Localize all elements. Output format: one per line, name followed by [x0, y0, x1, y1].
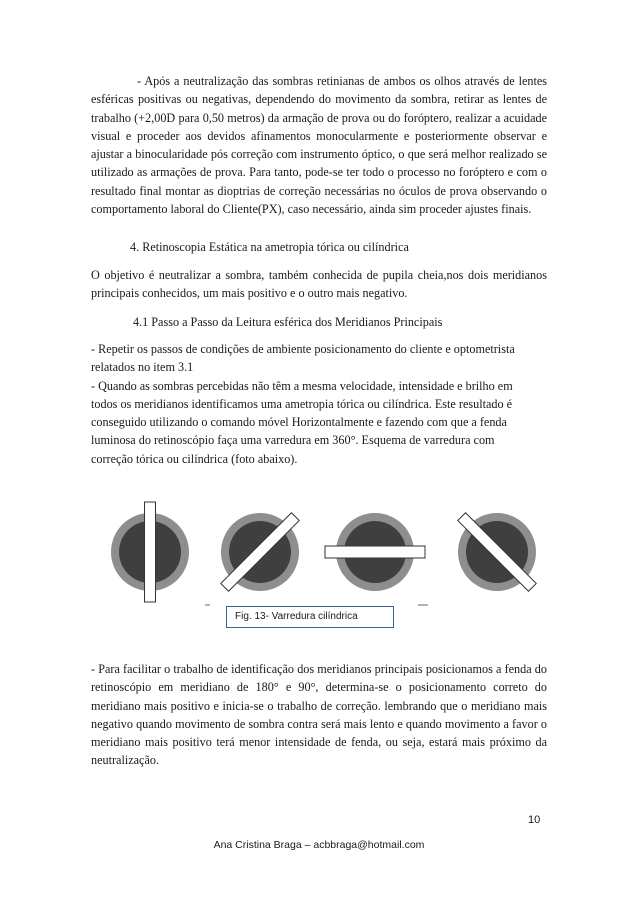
steps-line: luminosa do retinoscópio faça uma varredura em 360°. Esquema de varredura com — [91, 433, 495, 448]
retinoscopy-reflex-4 — [458, 513, 536, 591]
paragraph-meridians: - Para facilitar o trabalho de identificação dos meridianos principais posicionamos a fenda do retinoscópio em meridiano de 180° e 90°, determina-se o posicionamento correto do meridiano mais positivo e inicia-se o trabalho de correção. lembrando que o meridiano mais negativo quando movimento de sombra contra será mais lento e quando movimento a favor o meridiano mais positivo terá menor intensidade de fenda, ou seja, estará mais próximo da neutralização. — [91, 662, 547, 768]
steps-line: todos os meridianos identificamos uma ametropia tórica ou cilíndrica. Este resultado é — [91, 396, 513, 411]
figure-caption: Fig. 13- Varredura cilíndrica — [226, 606, 394, 628]
steps-line: correção tórica ou cilíndrica (foto abaixo). — [91, 451, 298, 466]
steps-line: relatados no item 3.1 — [91, 360, 194, 375]
slit — [145, 502, 156, 602]
section-heading-4: 4. Retinoscopia Estática na ametropia tórica ou cilíndrica — [130, 240, 409, 254]
steps-line: - Repetir os passos de condições de ambiente posicionamento do cliente e optometrista — [91, 342, 515, 356]
page-number: 10 — [528, 814, 541, 826]
slit — [325, 546, 425, 558]
steps-line: conseguido utilizando o comando móvel Horizontalmente e fazendo com que a fenda — [91, 415, 507, 430]
paragraph-neutralization: - Após a neutralização das sombras retinianas de ambos os olhos através de lentes esféricas positivas ou negativas, dependendo do movimento da sombra, retirar as lentes de trabalho (+2,00D para 0,50 metros) da armação de prova ou do foróptero, realizar a acuidade visual e proceder aos devidos afinamentos monocularmente e posteriormente observar e ajustar a binocularidade pós correção com instrumento óptico, o que será melhor realizado se utilizado as armações de prova. Para tanto, pode-se ter todo o processo no foróptero e com o resultado final montar as dioptrias de correção necessárias no óculos de prova observando o comportamento laboral do Cliente(PX), caso necessário, ainda sim proceder ajustes finais. — [91, 74, 547, 217]
retinoscopy-reflex-1 — [111, 502, 189, 602]
paragraph-objective: O objetivo é neutralizar a sombra, também conhecida de pupila cheia,nos dois meridianos principais conhecidos, um mais positivo e o outro mais negativo. — [91, 268, 547, 301]
paragraph-steps — [91, 340, 547, 468]
page-footer: Ana Cristina Braga – acbbraga@hotmail.com — [213, 839, 425, 851]
steps-line: - Quando as sombras percebidas não têm a mesma velocidade, intensidade e brilho em — [91, 378, 513, 393]
cylindrical-sweep-figure — [100, 500, 550, 610]
retinoscopy-reflex-2 — [221, 513, 299, 591]
section-heading-4-1: 4.1 Passo a Passo da Leitura esférica dos Meridianos Principais — [133, 315, 443, 329]
retinoscopy-reflex-3 — [325, 513, 425, 591]
